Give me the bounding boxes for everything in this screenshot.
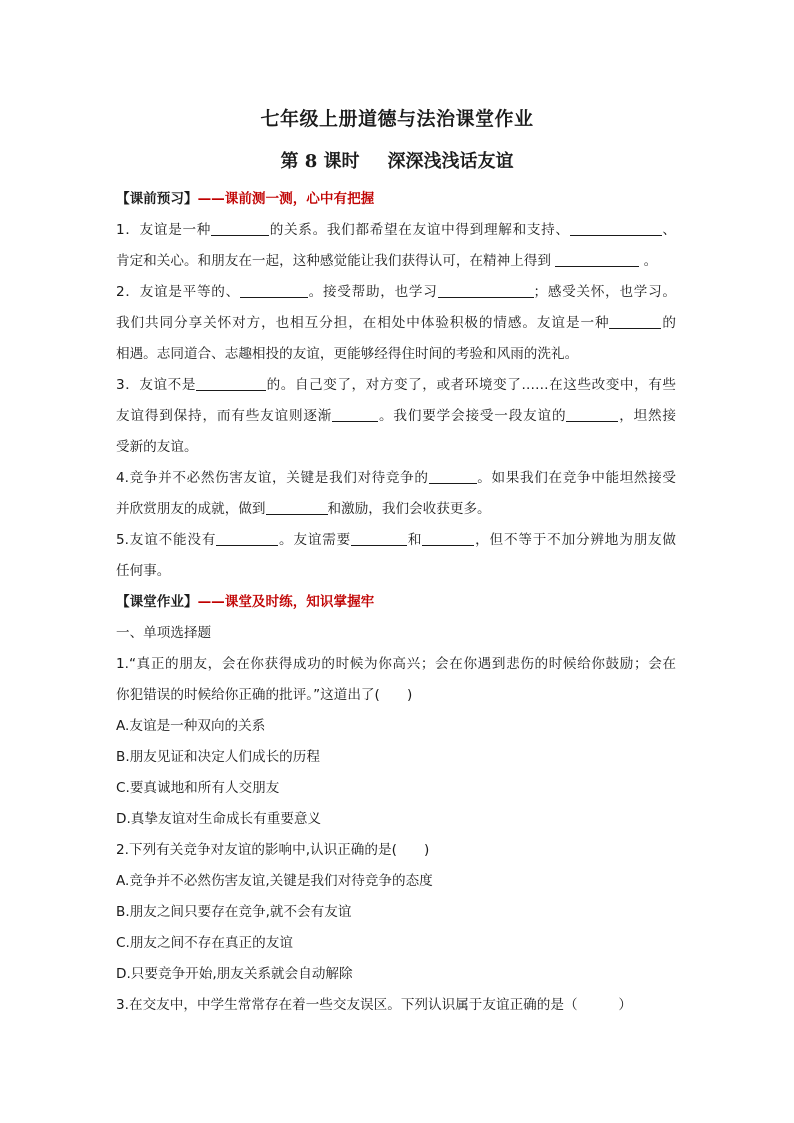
section-label: 【课前预习】 (116, 191, 198, 207)
fill-blank[interactable] (216, 531, 278, 546)
lesson-name: 深深浅浅话友谊 (387, 151, 514, 172)
part-heading: 一、单项选择题 (116, 625, 212, 641)
fill-item-3-line-2: 友谊得到保持，而有些友谊则逐渐 。我们要学会接受一段友谊的 ，坦然接 (116, 408, 677, 424)
fill-blank[interactable] (332, 407, 378, 422)
question-2-option-b[interactable]: B.朋友之间只要存在竞争,就不会有友谊 (116, 904, 352, 920)
fill-item-5-line-2: 任何事。 (116, 563, 171, 579)
fill-blank[interactable] (240, 283, 308, 298)
fill-item-4-line-2: 并欣赏朋友的成就，做到 和激励，我们会收获更多。 (116, 501, 491, 517)
fill-blank[interactable] (266, 500, 328, 515)
worksheet-content (116, 184, 676, 1021)
section-subtitle: ——课堂及时练，知识掌握牢 (197, 594, 375, 610)
fill-item-2-line-3: 相遇。志同道合、志趣相投的友谊，更能够经得住时间的考验和风雨的洗礼。 (116, 346, 579, 362)
section-label: 【课堂作业】 (116, 594, 198, 610)
section-classwork-heading (116, 587, 676, 618)
question-2-stem: 2.下列有关竞争对友谊的影响中,认识正确的是( ) (116, 842, 430, 858)
lesson-heading (0, 147, 794, 173)
question-2-option-c[interactable]: C.朋友之间不存在真正的友谊 (116, 935, 293, 951)
question-1-option-c[interactable]: C.要真诚地和所有人交朋友 (116, 780, 280, 796)
fill-blank[interactable] (570, 221, 662, 236)
fill-item-3-line-3: 受新的友谊。 (116, 439, 198, 455)
section-subtitle: ——课前测一测，心中有把握 (197, 191, 375, 207)
question-1-stem-line-2: 你犯错误的时候给你正确的批评。”这道出了( ) (116, 687, 413, 703)
fill-blank[interactable] (555, 252, 639, 267)
fill-blank[interactable] (566, 407, 618, 422)
question-2-option-a[interactable]: A.竞争并不必然伤害友谊,关键是我们对待竞争的态度 (116, 873, 433, 889)
fill-blank[interactable] (196, 376, 266, 391)
fill-item-2-line-2: 我们共同分享关怀对方，也相互分担，在相处中体验积极的情感。友谊是一种 的 (116, 315, 676, 331)
fill-item-1-line-2: 肯定和关心。和朋友在一起，这种感觉能让我们获得认可，在精神上得到 。 (116, 253, 658, 269)
fill-blank[interactable] (429, 469, 477, 484)
fill-blank[interactable] (609, 314, 661, 329)
fill-blank[interactable] (438, 283, 534, 298)
question-1-option-b[interactable]: B.朋友见证和决定人们成长的历程 (116, 749, 320, 765)
question-1-option-a[interactable]: A.友谊是一种双向的关系 (116, 718, 266, 734)
fill-blank[interactable] (351, 531, 407, 546)
question-1-option-d[interactable]: D.真挚友谊对生命成长有重要意义 (116, 811, 322, 827)
fill-item-5-line-1: 5.友谊不能没有 。友谊需要 和 ，但不等于不加分辨地为朋友做 (116, 532, 677, 548)
question-2-option-d[interactable]: D.只要竞争开始,朋友关系就会自动解除 (116, 966, 353, 982)
question-3-stem: 3.在交友中，中学生常常存在着一些交友误区。下列认识属于友谊正确的是（ ） (116, 997, 632, 1013)
fill-item-1-line-1: 1．友谊是一种 的关系。我们都希望在友谊中得到理解和支持、 、 (116, 222, 677, 238)
question-1-stem-line-1: 1.“真正的朋友，会在你获得成功的时候为你高兴；会在你遇到悲伤的时候给你鼓励；会在 (116, 656, 676, 672)
fill-item-3-line-1: 3．友谊不是 的。自己变了，对方变了，或者环境变了……在这些改变中，有些 (116, 377, 676, 393)
worksheet-title: 七年级上册道德与法治课堂作业 (260, 108, 534, 130)
section-preview-heading (116, 184, 676, 215)
fill-item-4-line-1: 4.竞争并不必然伤害友谊，关键是我们对待竞争的 。如果我们在竞争中能坦然接受 (116, 470, 677, 486)
fill-blank[interactable] (211, 221, 269, 236)
fill-blank[interactable] (422, 531, 474, 546)
lesson-number: 第 8 课时 (280, 151, 360, 172)
fill-item-2-line-1: 2．友谊是平等的、 。接受帮助，也学习 ；感受关怀，也学习。 (116, 284, 677, 300)
